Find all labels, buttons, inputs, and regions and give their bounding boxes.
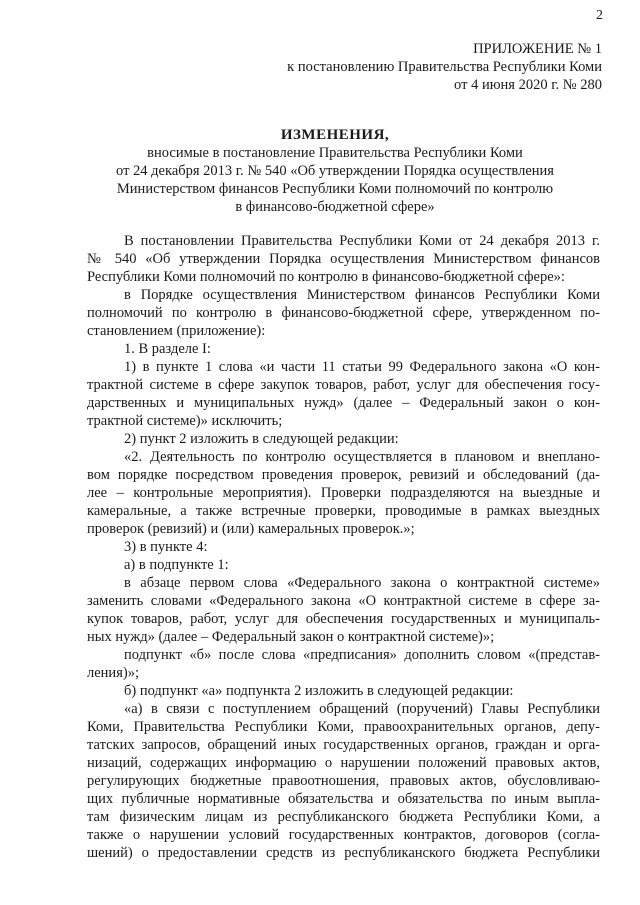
body-line: ных нужд» (далее – Федеральный закон о контрактной системе)»;: [87, 629, 495, 645]
body-line: а) в подпункте 1:: [124, 557, 229, 573]
body-line: В постановлении Правительства Республики Коми от 24 декабря 2013 г.: [124, 233, 600, 249]
body-line: 1. В разделе I:: [124, 341, 211, 357]
body-line: «2. Деятельность по контролю осуществляется в плановом и внеплано-: [124, 449, 600, 465]
heading-title: ИЗМЕНЕНИЯ,: [280, 127, 390, 143]
body-line: 2) пункт 2 изложить в следующей редакции:: [124, 431, 399, 447]
body-line: лее – контрольные мероприятия). Проверки подразделяются на выездные и: [87, 485, 600, 501]
body-line: № 540 «Об утверждении Порядка осуществления Министерством финансов: [87, 251, 600, 267]
body-line: б) подпункт «а» подпункта 2 изложить в следующей редакции:: [124, 683, 514, 699]
heading-line: в финансово-бюджетной сфере»: [235, 199, 435, 215]
annex-title: ПРИЛОЖЕНИЕ № 1: [473, 41, 602, 57]
body-line: шений) о предоставлении средств из республиканского бюджета Республики: [87, 845, 600, 861]
body-line: трактной системе)» исключить;: [87, 413, 283, 429]
body-line: купок товаров, работ, услуг для обеспечения государственных и муниципаль-: [87, 611, 600, 627]
body-line: Коми, Правительства Республики Коми, правоохранительных органов, депу-: [87, 719, 600, 735]
annex-resolution: к постановлению Правительства Республики Коми: [287, 59, 602, 75]
document-heading: [60, 126, 610, 216]
body-line: низаций, содержащих информацию о нарушении положений правовых актов,: [87, 755, 600, 771]
body-line: вом порядке посредством проведения проверок, ревизий и обследований (да-: [87, 467, 600, 483]
body-line: также о нарушении условий государственных контрактов, договоров (согла-: [87, 827, 600, 843]
annex-block: [287, 40, 602, 94]
heading-line: Министерством финансов Республики Коми полномочий по контролю: [116, 181, 554, 197]
body-line: становлением (приложение):: [87, 323, 266, 339]
body-line: проверок (ревизий) и (или) камеральных проверок.»;: [87, 521, 415, 537]
body-line: регулирующих бюджетные правоотношения, правовых актов, обусловливаю-: [87, 773, 600, 789]
body-line: заменить словами «Федерального закона «О контрактной системе в сфере за-: [87, 593, 600, 609]
body-line: дарственных и муниципальных нужд» (далее – Федеральный закон о кон-: [87, 395, 600, 411]
body-line: Республики Коми полномочий по контролю в финансово-бюджетной сфере»:: [87, 269, 565, 285]
body-line: камеральные, а также встречные проверки, проводимые в рамках выездных: [87, 503, 600, 519]
annex-date: от 4 июня 2020 г. № 280: [454, 77, 602, 93]
document-body: [87, 232, 600, 862]
body-line: щих публичные нормативные обязательства и обязательства по иным выпла-: [87, 791, 600, 807]
body-line: в абзаце первом слова «Федерального закона о контрактной системе»: [124, 575, 600, 591]
heading-line: от 24 декабря 2013 г. № 540 «Об утверждении Порядка осуществления: [116, 163, 554, 179]
body-line: подпункт «б» после слова «предписания» дополнить словом «(представ-: [124, 647, 600, 663]
body-line: 3) в пункте 4:: [124, 539, 208, 555]
body-line: полномочий по контролю в финансово-бюджетной сфере, утвержденном по-: [87, 305, 600, 321]
body-line: ления)»;: [87, 665, 139, 681]
body-line: «а) в связи с поступлением обращений (поручений) Главы Республики: [124, 701, 600, 717]
body-line: в Порядке осуществления Министерством финансов Республики Коми: [124, 287, 600, 303]
heading-line: вносимые в постановление Правительства Республики Коми: [147, 145, 523, 161]
body-line: 1) в пункте 1 слова «и части 11 статьи 99 Федерального закона «О кон-: [124, 359, 600, 375]
body-line: трактной системе в сфере закупок товаров, работ, услуг для обеспечения госу-: [87, 377, 600, 393]
body-line: там физическим лицам из республиканского бюджета Республики Коми, а: [87, 809, 600, 825]
body-line: татских запросов, обращений иных государственных органов, граждан и орга-: [87, 737, 600, 753]
page-number: 2: [596, 8, 603, 23]
